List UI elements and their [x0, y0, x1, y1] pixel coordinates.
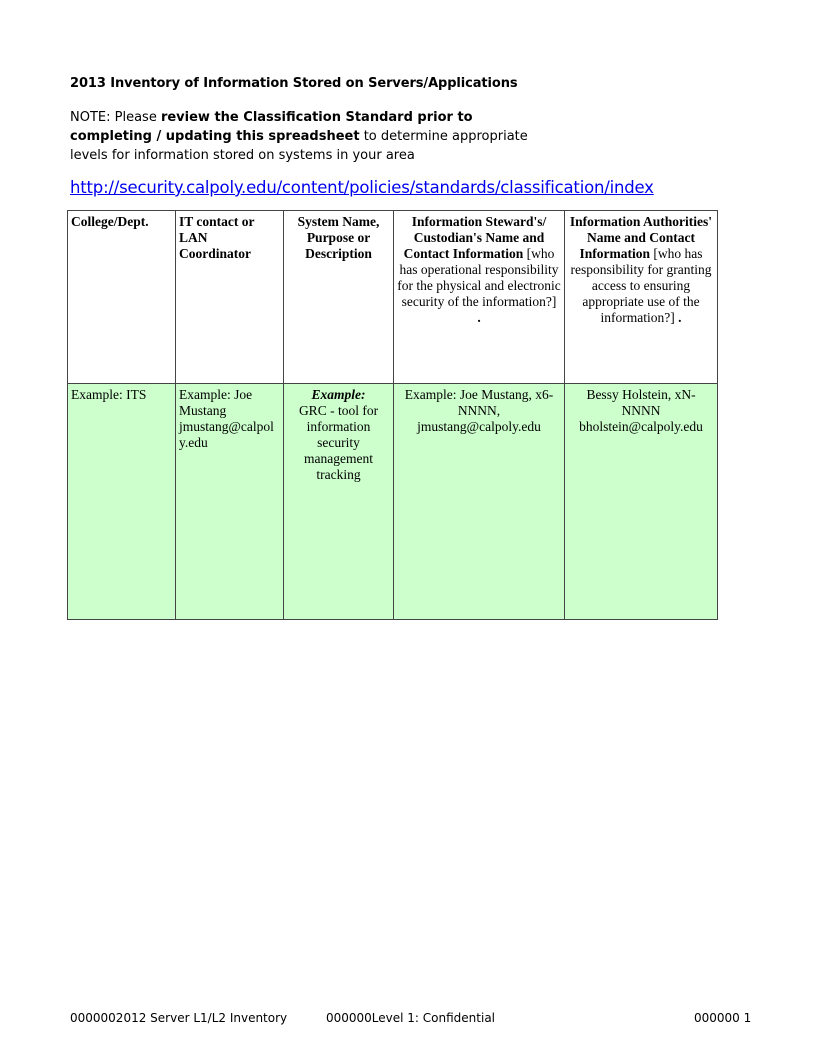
example-system-label: Example:: [311, 387, 366, 402]
footer-center: 000000Level 1: Confidential: [326, 1011, 496, 1025]
header-system-name: System Name, Purpose or Description: [284, 211, 394, 384]
header-authority: Information Authorities' Name and Contact Information [who has responsibility for granting access to ensuring appropriate use of the information?] .: [565, 211, 718, 384]
note-prefix: NOTE: Please: [70, 110, 161, 125]
example-it-contact[interactable]: Example: Joe Mustang jmustang@calpoly.edu: [176, 384, 284, 620]
example-system[interactable]: [284, 384, 394, 620]
example-row: [68, 384, 718, 620]
classification-standard-link[interactable]: http://security.calpoly.edu/content/policies/standards/classification/index: [70, 178, 654, 197]
example-steward[interactable]: Example: Joe Mustang, x6-NNNN, jmustang@calpoly.edu: [394, 384, 565, 620]
example-authority[interactable]: Bessy Holstein, xN-NNNN bholstein@calpoly.edu: [565, 384, 718, 620]
header-row: [68, 211, 718, 384]
document-title: 2013 Inventory of Information Stored on Servers/Applications: [70, 76, 518, 91]
example-college[interactable]: Example: ITS: [68, 384, 176, 620]
footer-left: 0000002012 Server L1/L2 Inventory: [70, 1011, 288, 1025]
example-system-desc: GRC - tool for information security management tracking: [298, 403, 379, 482]
header-steward: Information Steward's/ Custodian's Name and Contact Information [who has operational responsibility for the physical and electronic security of the information?] .: [394, 211, 565, 384]
inventory-table: [67, 210, 718, 620]
header-it-contact: IT contact or LAN Coordinator: [176, 211, 284, 384]
header-college: College/Dept.: [68, 211, 176, 384]
footer-page-number: 000000 1: [694, 1011, 752, 1025]
note-paragraph: [70, 108, 550, 165]
note-suffix: to determine appropriate levels for information stored on systems in your area: [70, 129, 528, 163]
note-bold-instruction: review the Classification Standard prior to completing / updating this spreadsheet: [70, 110, 473, 144]
